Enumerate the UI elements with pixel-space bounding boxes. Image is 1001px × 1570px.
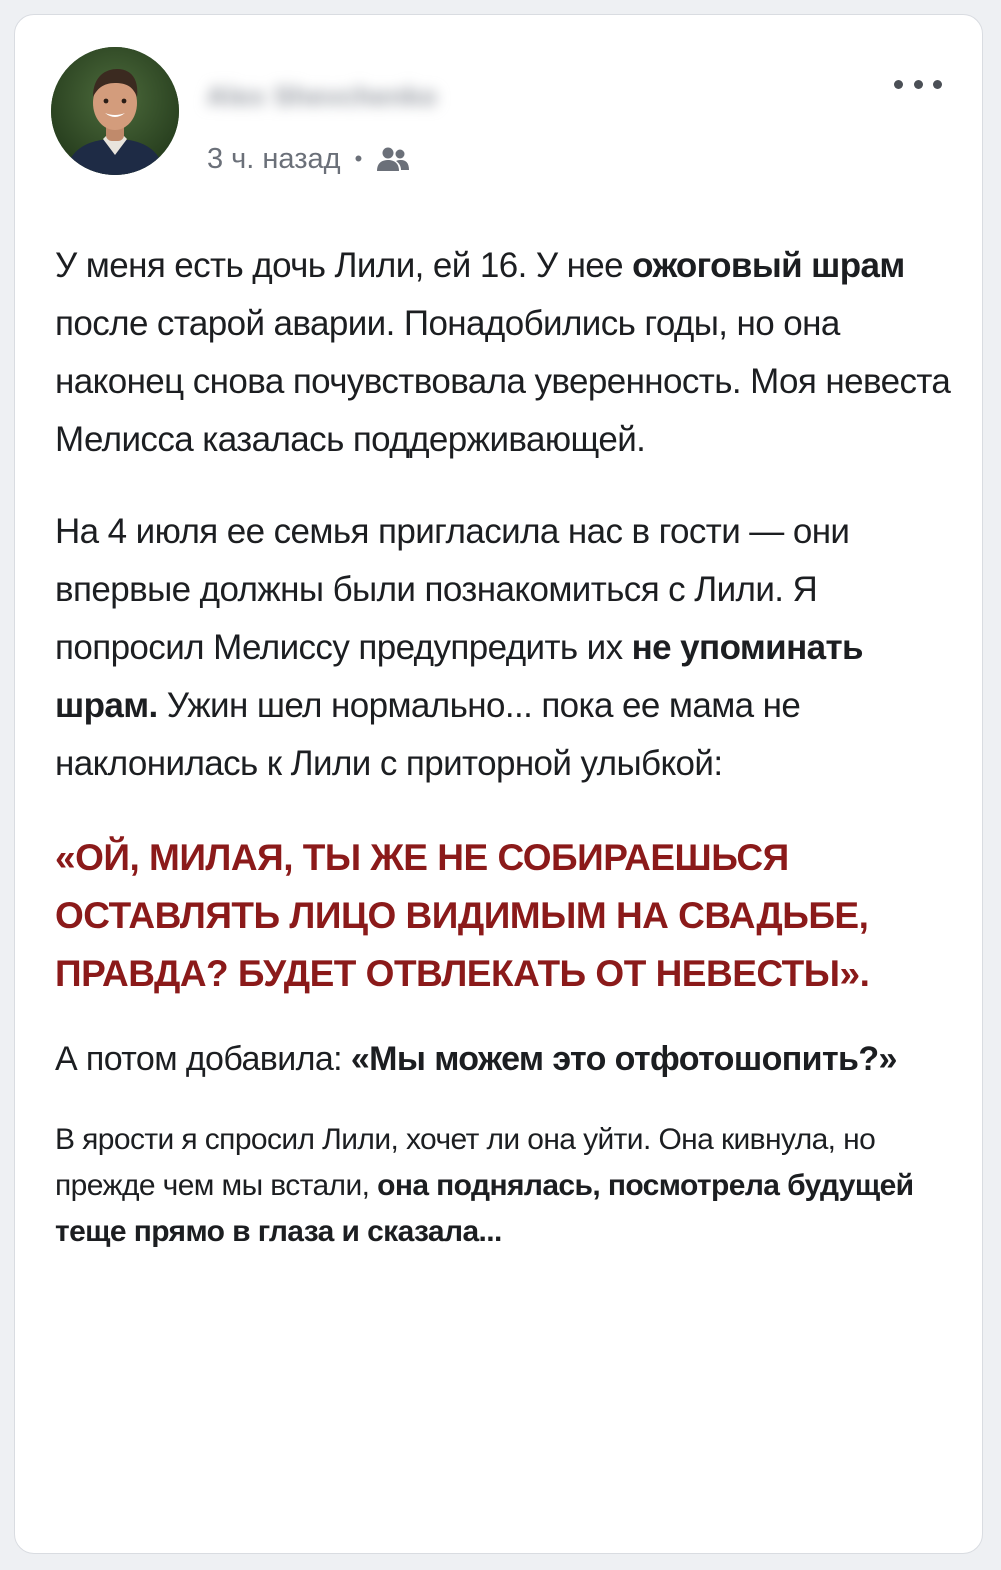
post-paragraph-4	[55, 1033, 955, 1085]
post-header	[15, 15, 982, 215]
post-card	[14, 14, 983, 1554]
bold-text: «Мы можем это отфотошопить?»	[350, 1040, 897, 1078]
post-meta	[207, 141, 410, 177]
post-paragraph-1	[55, 237, 955, 469]
highlighted-quote: «ОЙ, МИЛАЯ, ТЫ ЖЕ НЕ СОБИРАЕШЬСЯ ОСТАВЛЯТЬ ЛИЦО ВИДИМЫМ НА СВАДЬБЕ, ПРАВДА? БУДЕТ ОТВЛЕКАТЬ ОТ НЕВЕСТЫ».	[55, 837, 870, 994]
avatar[interactable]	[51, 47, 179, 175]
bold-text: ожоговый шрам	[632, 246, 905, 285]
text-segment: после старой аварии. Понадобились годы, но она наконец снова почувствовала уверенность. Моя невеста Мелисса казалась поддерживающей.	[55, 304, 951, 459]
more-horizontal-icon	[933, 80, 942, 89]
more-options-button[interactable]	[894, 71, 942, 97]
post-paragraph-2	[55, 503, 955, 793]
bold-text: не упоминать шрам.	[55, 628, 863, 725]
post-paragraph-5	[55, 1117, 955, 1255]
meta-separator: •	[354, 146, 363, 171]
avatar-image	[51, 47, 179, 175]
post-body	[55, 237, 955, 1255]
text-segment: На 4 июля ее семья пригласила нас в гости — они впервые должны были познакомиться с Лили. Я попросил Мелиссу предупредить их	[55, 512, 850, 667]
text-segment: А потом добавила:	[55, 1040, 351, 1078]
bold-text: она поднялась, посмотрела будущей теще прямо в глаза и сказала...	[55, 1169, 914, 1248]
friends-icon[interactable]	[376, 145, 410, 173]
more-horizontal-icon	[894, 80, 903, 89]
post-timestamp[interactable]: 3 ч. назад	[207, 142, 341, 175]
text-segment: Ужин шел нормально... пока ее мама не наклонилась к Лили с приторной улыбкой:	[55, 686, 801, 783]
text-segment: В ярости я спросил Лили, хочет ли она уйти. Она кивнула, но прежде чем мы встали,	[55, 1123, 876, 1202]
more-horizontal-icon	[914, 80, 923, 89]
author-name[interactable]: Alex Shevchenko	[207, 81, 438, 111]
text-segment: У меня есть дочь Лили, ей 16. У нее	[55, 246, 633, 285]
